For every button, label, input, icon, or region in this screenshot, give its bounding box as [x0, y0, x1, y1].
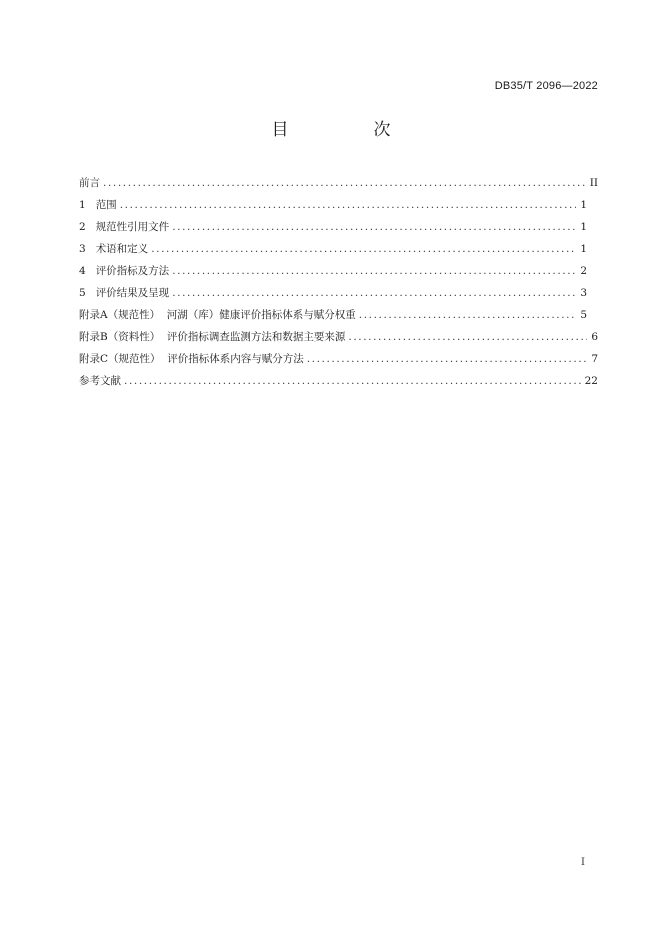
footer-page-number: I — [581, 857, 585, 868]
toc-entry-label: 参考文献 — [79, 375, 121, 387]
toc-entry-bibliography[interactable] — [79, 370, 598, 392]
toc-entry-number: 4 — [79, 265, 86, 277]
toc-leader-dots — [307, 348, 587, 370]
toc-entry-page: 2 — [580, 265, 587, 277]
toc-entry-appendix-c[interactable] — [79, 348, 598, 370]
toc-entry-page: 3 — [580, 287, 587, 299]
toc-leader-dots — [151, 238, 576, 260]
toc-entry-page: 1 — [580, 221, 587, 233]
toc-leader-dots — [172, 282, 576, 304]
toc-entry-evaluation-indicators[interactable] — [79, 260, 598, 282]
toc-entry-label: 评价指标及方法 — [95, 265, 170, 277]
toc-entry-terms-definitions[interactable] — [79, 238, 598, 260]
toc-leader-dots — [359, 304, 576, 326]
toc-entry-number: 2 — [79, 221, 86, 233]
toc-leader-dots — [124, 370, 582, 392]
toc-entry-page: 5 — [580, 309, 587, 321]
toc-entry-foreword[interactable] — [79, 172, 598, 194]
toc-leader-dots — [172, 216, 576, 238]
toc-entry-label: 附录B（资料性） 评价指标调查监测方法和数据主要来源 — [79, 331, 346, 343]
toc-leader-dots — [172, 260, 576, 282]
table-of-contents — [79, 172, 598, 392]
toc-entry-page: 1 — [580, 199, 587, 211]
toc-entry-page: II — [589, 177, 598, 189]
toc-entry-number: 3 — [79, 243, 86, 255]
toc-entry-evaluation-results[interactable] — [79, 282, 598, 304]
toc-entry-label: 附录C（规范性） 评价指标体系内容与赋分方法 — [79, 353, 304, 365]
toc-entry-label: 前言 — [79, 177, 100, 189]
toc-leader-dots — [120, 194, 576, 216]
toc-entry-appendix-b[interactable] — [79, 326, 598, 348]
toc-entry-label: 术语和定义 — [95, 243, 149, 255]
page-title: 目 次 — [271, 120, 425, 140]
toc-entry-scope[interactable] — [79, 194, 598, 216]
toc-entry-number: 1 — [79, 199, 86, 211]
toc-entry-label: 范围 — [95, 199, 117, 211]
toc-entry-appendix-a[interactable] — [79, 304, 598, 326]
document-code: DB35/T 2096—2022 — [494, 80, 598, 92]
toc-entry-page: 6 — [591, 331, 598, 343]
toc-entry-page: 22 — [584, 375, 598, 387]
toc-leader-dots — [103, 172, 587, 194]
toc-entry-label: 附录A（规范性） 河湖（库）健康评价指标体系与赋分权重 — [79, 309, 356, 321]
toc-leader-dots — [348, 326, 587, 348]
toc-entry-label: 评价结果及呈现 — [95, 287, 170, 299]
toc-entry-normative-references[interactable] — [79, 216, 598, 238]
toc-entry-page: 7 — [591, 353, 598, 365]
toc-entry-label: 规范性引用文件 — [95, 221, 170, 233]
toc-entry-page: 1 — [580, 243, 587, 255]
toc-entry-number: 5 — [79, 287, 86, 299]
